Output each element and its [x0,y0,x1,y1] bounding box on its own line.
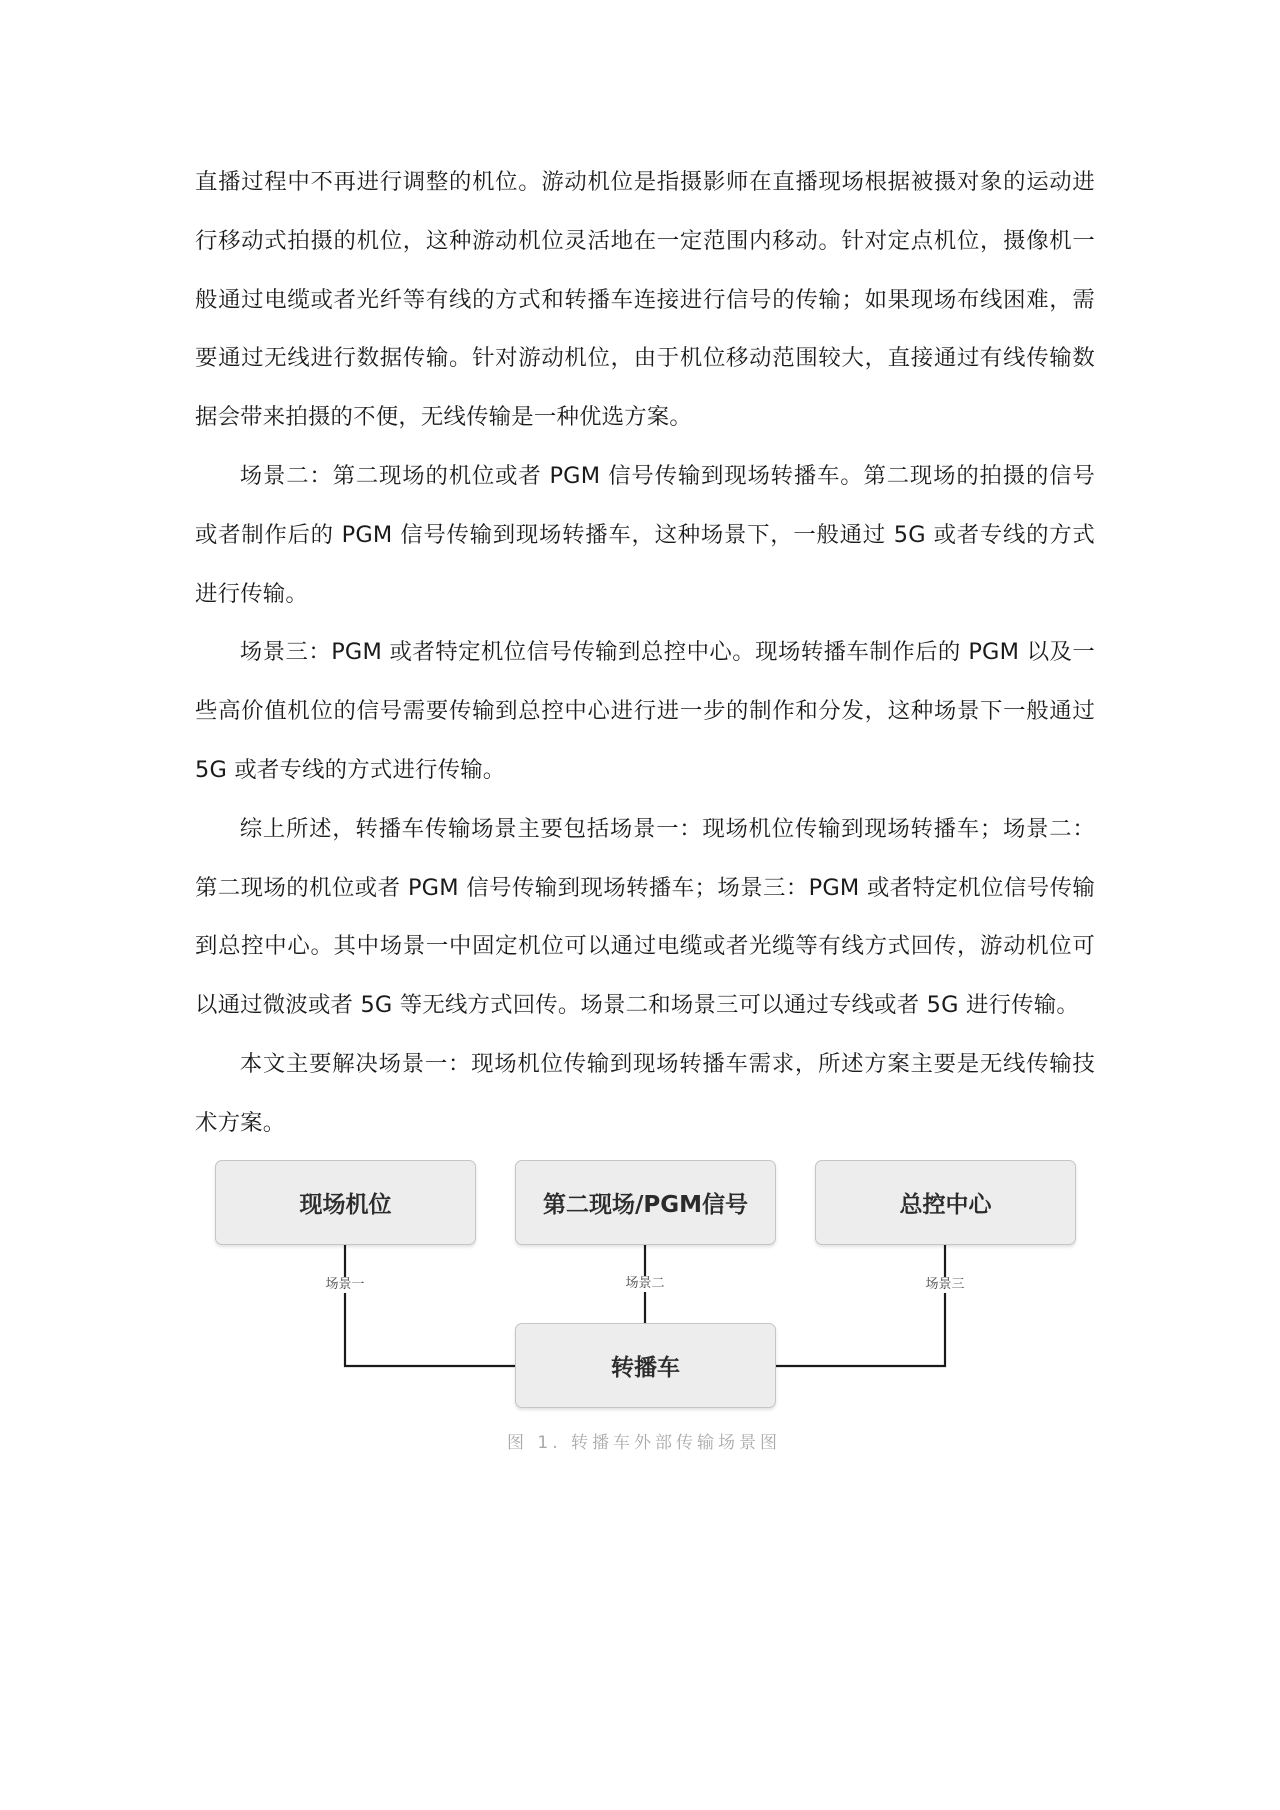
edge-label-scene1: 场景一 [322,1277,367,1293]
figure-caption: 图 1. 转播车外部传输场景图 [506,1433,782,1453]
node-site-camera: 现场机位 [215,1160,476,1245]
edge-label-scene3: 场景三 [922,1277,967,1293]
edge-label-scene2: 场景二 [622,1276,667,1292]
paragraph-1: 直播过程中不再进行调整的机位。游动机位是指摄影师在直播现场根据被摄对象的运动进行移动式拍摄的机位，这种游动机位灵活地在一定范围内移动。针对定点机位，摄像机一般通过电缆或者光纤等有线的方式和转播车连接进行信号的传输；如果现场布线困难，需要通过无线进行数据传输。针对游动机位，由于机位移动范围较大，直接通过有线传输数据会带来拍摄的不便，无线传输是一种优选方案。 [195,169,1095,431]
node-ob-van: 转播车 [515,1323,776,1408]
edge-scene1 [345,1245,515,1366]
edge-scene3 [776,1245,945,1366]
paragraph-5: 本文主要解决场景一：现场机位传输到现场转播车需求，所述方案主要是无线传输技术方案。 [195,1050,1095,1136]
paragraph-2: 场景二：第二现场的机位或者 PGM 信号传输到现场转播车。第二现场的拍摄的信号或者制作后的 PGM 信号传输到现场转播车，这种场景下，一般通过 5G 或者专线的方式进行传输。 [195,462,1095,607]
paragraph-3: 场景三：PGM 或者特定机位信号传输到总控中心。现场转播车制作后的 PGM 以及一些高价值机位的信号需要传输到总控中心进行进一步的制作和分发，这种场景下一般通过 5G 或者专线的方式进行传输。 [195,639,1095,783]
node-second-site-pgm: 第二现场/PGM信号 [515,1160,776,1245]
node-master-control: 总控中心 [815,1160,1076,1245]
paragraph-4: 综上所述，转播车传输场景主要包括场景一：现场机位传输到现场转播车；场景二：第二现场的机位或者 PGM 信号传输到现场转播车；场景三：PGM 或者特定机位信号传输到总控中心。其中场景一中固定机位可以通过电缆或者光缆等有线方式回传，游动机位可以通过微波或者 5G 等无线方式回传。场景二和场景三可以通过专线或者 5G 进行传输。 [195,815,1095,1019]
body-text [195,153,1095,1153]
